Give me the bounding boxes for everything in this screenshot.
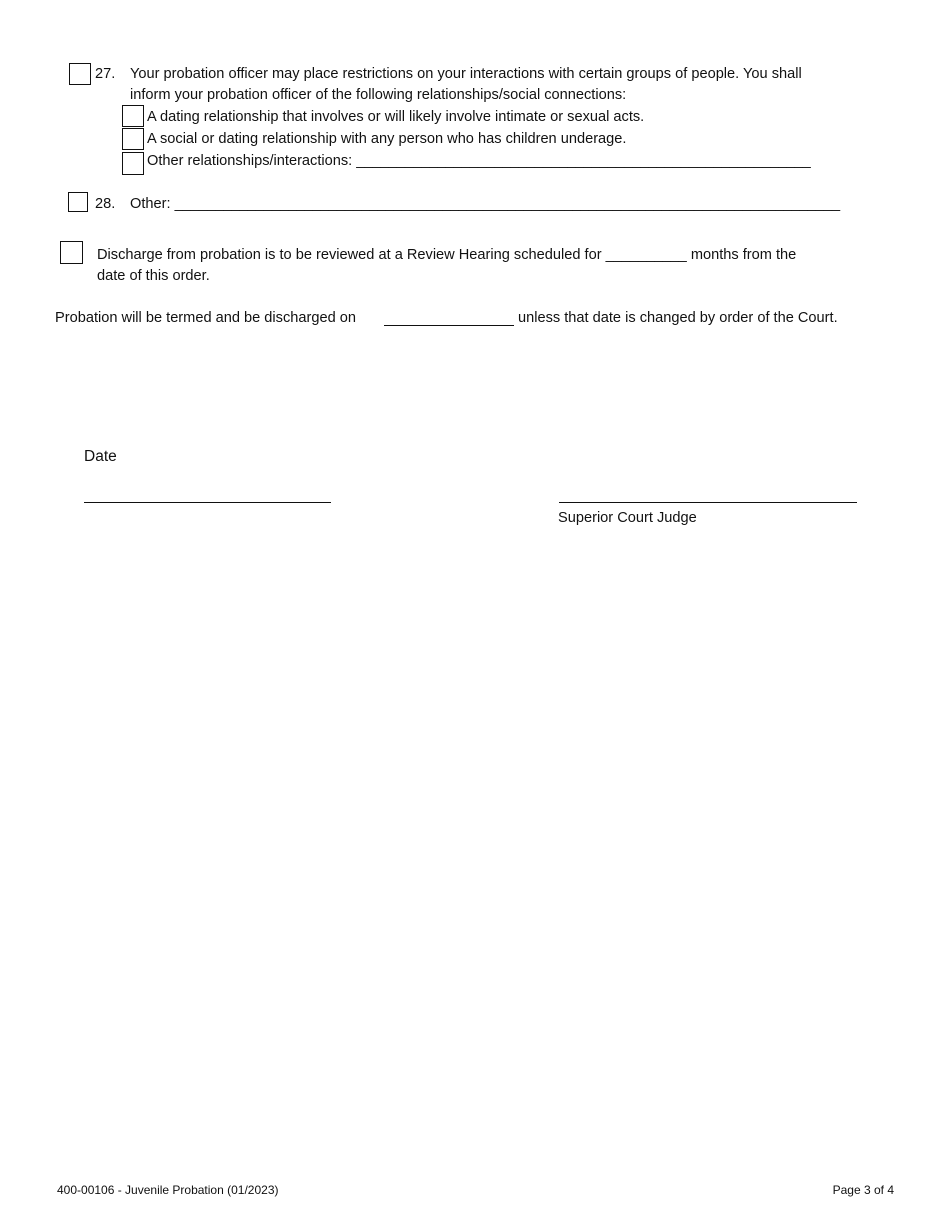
discharge-date-field[interactable] bbox=[384, 325, 514, 326]
judge-label: Superior Court Judge bbox=[558, 510, 697, 526]
item-27-number: 27. bbox=[95, 66, 116, 82]
date-label: Date bbox=[84, 448, 117, 465]
item-27-checkbox[interactable] bbox=[69, 63, 91, 85]
review-hearing-text-line1: Discharge from probation is to be reviewed at a Review Hearing scheduled for __________ months from the bbox=[97, 247, 797, 263]
item-28-text: Other: __________________________________________________________________________________ bbox=[130, 196, 841, 212]
footer-form-id: 400-00106 - Juvenile Probation (01/2023) bbox=[57, 1183, 279, 1197]
item-27-text-line1: Your probation officer may place restrictions on your interactions with certain groups of people. You shall bbox=[130, 66, 802, 82]
footer-page-number: Page 3 of 4 bbox=[832, 1183, 894, 1197]
item-27-sub-children-checkbox[interactable] bbox=[122, 128, 144, 150]
item-27-sub-dating-label: A dating relationship that involves or will likely involve intimate or sexual acts. bbox=[147, 109, 645, 125]
review-hearing-checkbox[interactable] bbox=[60, 241, 83, 264]
item-27-sub-other-label: Other relationships/interactions: ________________________________________________________ bbox=[147, 153, 811, 169]
item-27-sub-other-checkbox[interactable] bbox=[122, 152, 144, 175]
item-27-sub-dating-checkbox[interactable] bbox=[122, 105, 144, 127]
item-28-number: 28. bbox=[95, 196, 116, 212]
termination-text-after: unless that date is changed by order of the Court. bbox=[518, 310, 838, 326]
item-28-checkbox[interactable] bbox=[68, 192, 88, 212]
date-signature-line[interactable] bbox=[84, 502, 331, 503]
item-27-text-line2: inform your probation officer of the following relationships/social connections: bbox=[130, 87, 627, 103]
review-hearing-text-line2: date of this order. bbox=[97, 268, 210, 284]
termination-text-before: Probation will be termed and be discharged on bbox=[55, 310, 356, 326]
item-27-sub-children-label: A social or dating relationship with any person who has children underage. bbox=[147, 131, 627, 147]
judge-signature-line[interactable] bbox=[559, 502, 857, 503]
